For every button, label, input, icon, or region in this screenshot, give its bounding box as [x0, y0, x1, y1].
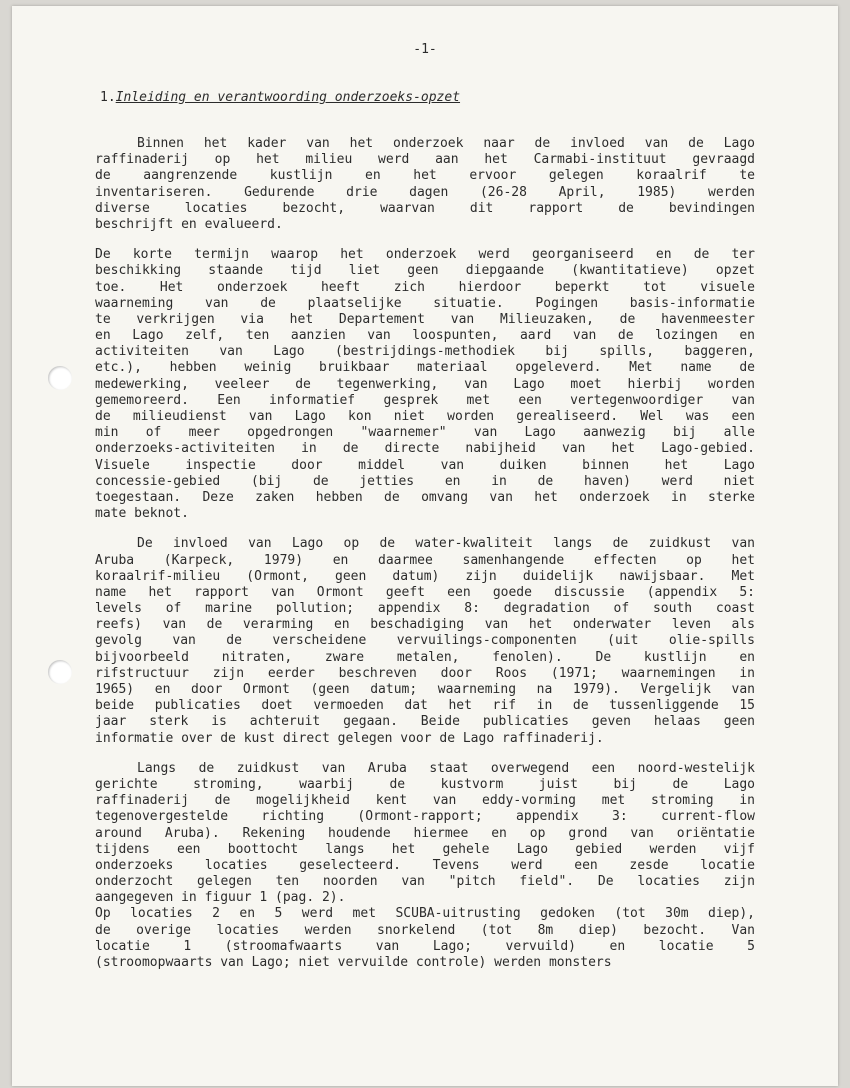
text-line: min of meer opgedrongen "waarnemer" van Lago aanwezig bij alle — [95, 425, 755, 441]
page-number: -1- — [413, 42, 437, 57]
text-line: activiteiten van Lago (bestrijdings-methodiek bij spills, baggeren, — [95, 344, 755, 360]
text-line: beide publicaties doet vermoeden dat het rif in de tussenliggende 15 — [95, 698, 755, 714]
text-line: around Aruba). Rekening houdende hiermee en op grond van oriëntatie — [95, 825, 755, 841]
text-line: toe. Het onderzoek heeft zich hierdoor beperkt tot visuele — [95, 279, 755, 295]
text-line: informatie over de kust direct gelegen voor de Lago raffinaderij. — [95, 730, 604, 746]
text-line: beschrijft en evalueerd. — [95, 216, 283, 232]
text-line: de overige locaties werden snorkelend (tot 8m diep) bezocht. Van — [95, 922, 755, 938]
paragraph — [95, 136, 755, 233]
text-line: levels of marine pollution; appendix 8: degradation of south coast — [95, 601, 755, 617]
text-line: onderzoeks-activiteiten in de directe nabijheid van het Lago-gebied. — [95, 441, 755, 457]
text-line: (stroomopwaarts van Lago; niet vervuilde controle) werden monsters — [95, 955, 612, 970]
text-line: beschikking staande tijd liet geen diepgaande (kwantitatieve) opzet — [95, 263, 755, 279]
text-line: onderzoeks locaties geselecteerd. Tevens werd een zesde locatie — [95, 857, 755, 873]
text-line: reefs) van de verarming en beschadiging van het onderwater leven als — [95, 617, 755, 633]
text-line: gememoreerd. Een informatief gesprek met een vertegenwoordiger van — [95, 392, 755, 408]
section-heading — [100, 90, 460, 105]
body-text — [95, 136, 755, 971]
text-line: diverse locaties bezocht, waarvan dit rapport de bevindingen — [95, 200, 755, 216]
text-line: locatie 1 (stroomafwaarts van Lago; vervuild) en locatie 5 — [95, 938, 755, 954]
text-line: De invloed van Lago op de water-kwaliteit langs de zuidkust van — [137, 536, 755, 552]
text-line: waarneming van de plaatselijke situatie. Pogingen basis-informatie — [95, 295, 755, 311]
punch-hole-lower — [48, 660, 72, 684]
text-line: gevolg van de verscheidene vervuilings-componenten (uit olie-spills — [95, 633, 755, 649]
text-line: de milieudienst van Lago kon niet worden gerealiseerd. Wel was een — [95, 409, 755, 424]
text-line: en Lago zelf, ten aanzien van loospunten, aard van de lozingen en — [95, 328, 755, 344]
text-line: tegenovergestelde richting (Ormont-rapport; appendix 3: current-flow — [95, 809, 755, 825]
text-line: Visuele inspectie door middel van duiken binnen het Lago — [95, 457, 755, 473]
text-line: koraalrif-milieu (Ormont, geen datum) zijn duidelijk nawijsbaar. Met — [95, 568, 755, 584]
text-line: onderzocht gelegen ten noorden van "pitch field". De locaties zijn — [95, 874, 755, 890]
section-number: 1. — [100, 90, 116, 105]
text-line: De korte termijn waarop het onderzoek werd georganiseerd en de ter — [95, 247, 755, 263]
text-line: Aruba (Karpeck, 1979) en daarmee samenhangende effecten op het — [95, 552, 755, 568]
document-page — [12, 6, 838, 1086]
text-line: jaar sterk is achteruit gegaan. Beide publicaties geven helaas geen — [95, 714, 755, 730]
text-line: raffinaderij de mogelijkheid kent van eddy-vorming met stroming in — [95, 793, 755, 809]
punch-hole-upper — [48, 366, 72, 390]
text-line: mate beknot. — [95, 506, 189, 522]
section-title: Inleiding en verantwoording onderzoeks-opzet — [115, 90, 461, 105]
text-line: de aangrenzende kustlijn en het ervoor gelegen koraalrif te — [95, 168, 755, 184]
paragraph — [95, 906, 755, 971]
text-line: aangegeven in figuur 1 (pag. 2). — [95, 890, 346, 906]
text-line: te verkrijgen via het Departement van Milieuzaken, de havenmeester — [95, 311, 755, 327]
text-line: concessie-gebied (bij de jetties en in de haven) werd niet — [95, 473, 755, 489]
text-line: raffinaderij op het milieu werd aan het Carmabi-instituut gevraagd — [95, 152, 755, 168]
text-line: gerichte stroming, waarbij de kustvorm juist bij de Lago — [95, 776, 755, 792]
text-line: tijdens een boottocht langs het gehele Lago gebied werden vijf — [95, 841, 755, 857]
text-line: Langs de zuidkust van Aruba staat overwegend een noord-westelijk — [137, 760, 755, 776]
paragraph — [95, 247, 755, 522]
text-line: rifstructuur zijn eerder beschreven door Roos (1971; waarnemingen in — [95, 665, 755, 681]
text-line: Binnen het kader van het onderzoek naar de invloed van de Lago — [137, 136, 755, 151]
text-line: Op locaties 2 en 5 werd met SCUBA-uitrusting gedoken (tot 30m diep), — [95, 906, 755, 922]
text-line: toegestaan. Deze zaken hebben de omvang van het onderzoek in sterke — [95, 489, 755, 505]
text-line: bijvoorbeeld nitraten, zware metalen, fenolen). De kustlijn en — [95, 649, 755, 665]
text-line: inventariseren. Gedurende drie dagen (26-28 April, 1985) werden — [95, 184, 755, 200]
text-line: name het rapport van Ormont geeft een goede discussie (appendix 5: — [95, 584, 755, 600]
text-line: medewerking, veeleer de tegenwerking, van Lago moet hierbij worden — [95, 376, 755, 392]
text-line: etc.), hebben weinig bruikbaar materiaal opgeleverd. Met name de — [95, 360, 755, 376]
paragraph — [95, 761, 755, 907]
text-line: 1965) en door Ormont (geen datum; waarneming na 1979). Vergelijk van — [95, 682, 755, 697]
paragraph — [95, 536, 755, 746]
